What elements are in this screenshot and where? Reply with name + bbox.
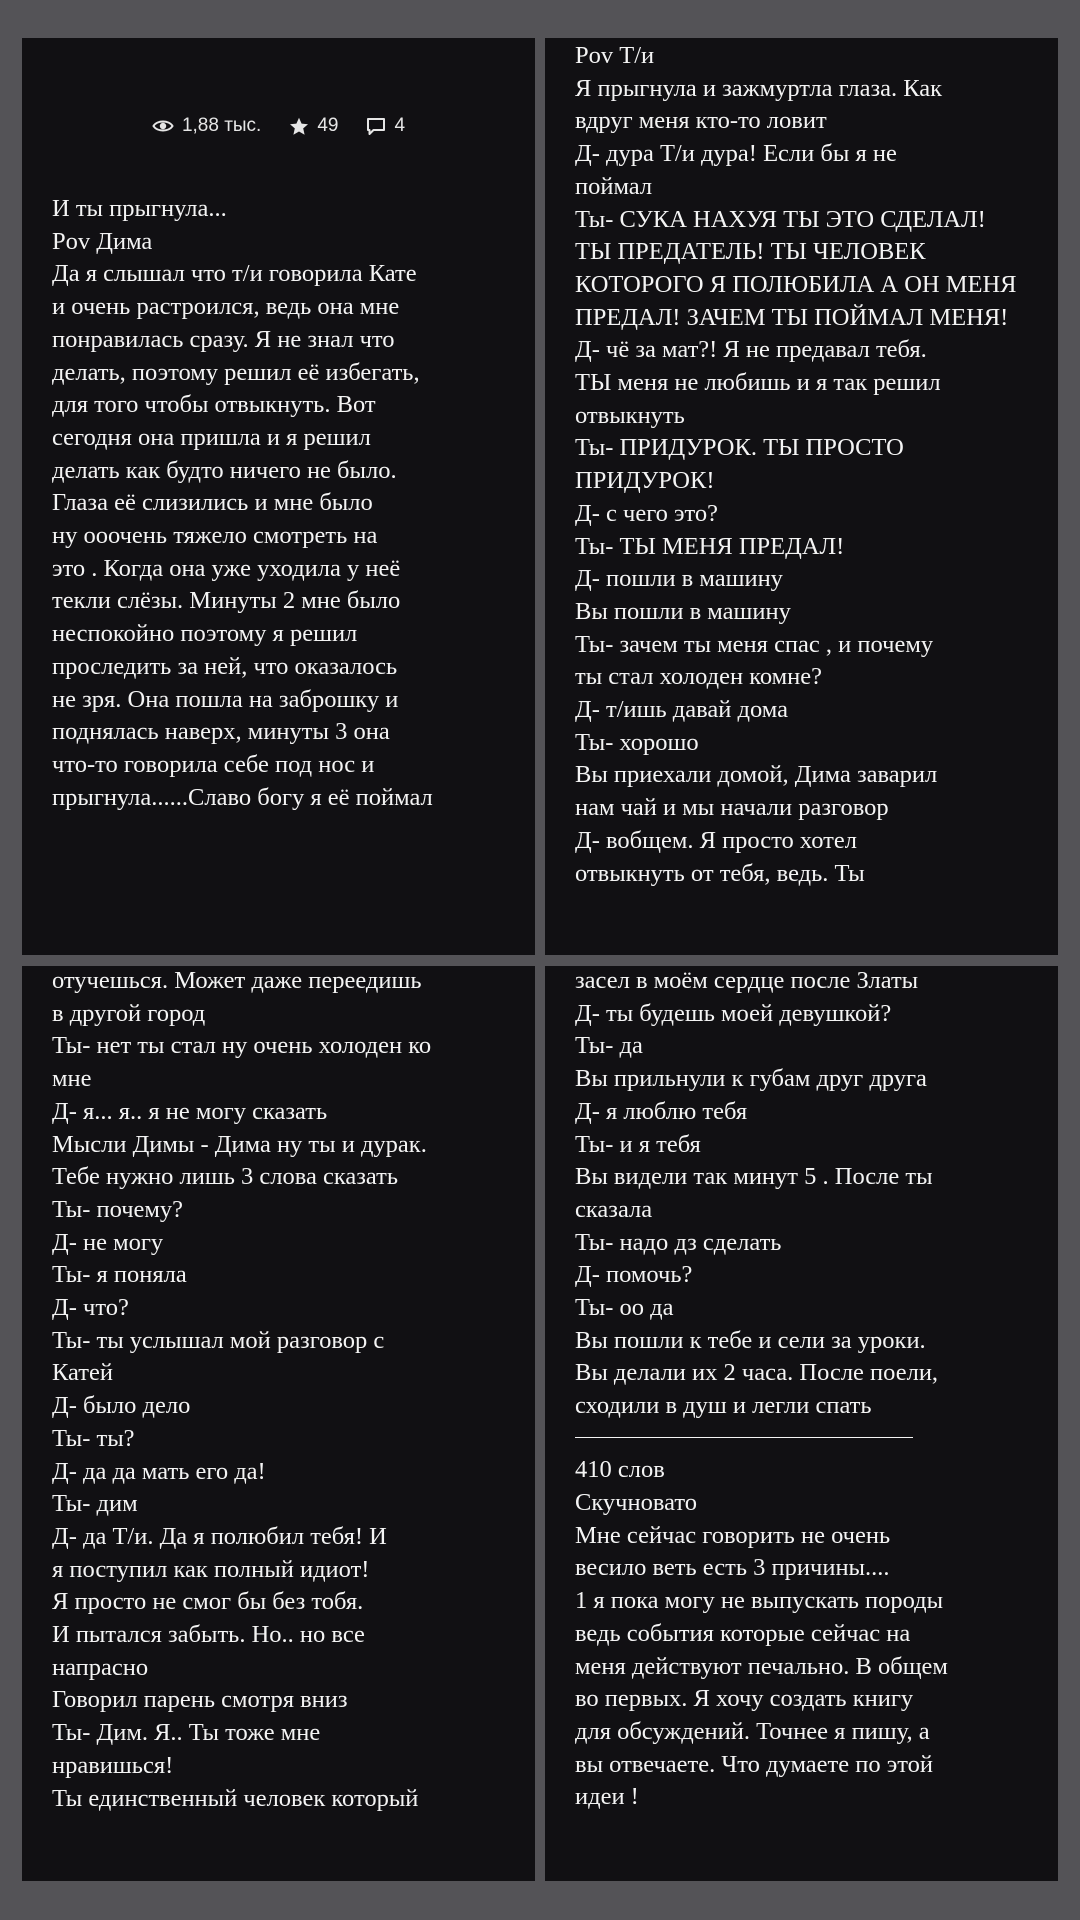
text-line: Скучновато [575,1489,697,1517]
text-line: Ты- я поняла [52,1261,187,1289]
text-line: Я просто не смог бы без тобя. [52,1588,364,1616]
text-line: Д- да да мать его да! [52,1457,266,1485]
text-line: Ты- ты? [52,1424,135,1452]
text-line: Ты единственный человек который [52,1784,419,1812]
text-line: Pov Дима [52,227,153,255]
text-line: ТЫ меня не любишь и я так решил [575,369,941,397]
text-line: Д- я... я.. я не могу сказать [52,1097,328,1125]
text-line: Д- ты будешь моей девушкой? [575,999,892,1027]
text-line: поднялась наверх, минуты 3 она [52,718,390,746]
text-line: Ты- и я тебя [575,1130,701,1158]
text-line: 1 я пока могу не выпускать породы [575,1587,944,1615]
text-line: Д- что? [52,1294,129,1322]
text-line: поймал [575,172,653,200]
text-line: Д- помочь? [575,1261,693,1289]
text-line: И ты прыгнула... [52,195,227,222]
text-line: текли слёзы. Минуты 2 мне было [52,587,401,615]
text-line: Ты- СУКА НАХУЯ ТЫ ЭТО СДЕЛАЛ! [575,205,986,233]
text-line: нам чай и мы начали разговор [575,794,889,822]
text-line: Ты- ПРИДУРОК. ТЫ ПРОСТО [575,434,904,462]
text-line: отучешься. Может даже переедишь [52,967,422,994]
text-line: нравишься! [52,1751,174,1779]
text-line: делать, поэтому решил её избегать, [52,358,420,386]
views-stat [152,115,261,137]
text-line: мне [52,1065,92,1093]
text-line: это . Когда она уже уходила у неё [52,554,401,582]
text-line: засел в моём сердце после Златы [575,967,919,994]
word-count: 410 слов [575,1456,665,1484]
text-line: сегодня она пришла и я решил [52,423,371,451]
text-line: сходили в душ и легли спать [575,1392,872,1420]
story-text-4 [575,966,1046,1814]
text-line: Глаза её слизились и мне было [52,489,373,517]
text-line: идеи ! [575,1783,639,1811]
text-line: Ты- да [575,1032,643,1060]
text-line: понравилась сразу. Я не знал что [52,325,395,353]
text-line: Д- да Т/и. Да я полюбил тебя! И [52,1522,387,1550]
text-line: Ты- ТЫ МЕНЯ ПРЕДАЛ! [575,532,845,560]
text-line: Ты- зачем ты меня спас , и почему [575,630,934,658]
text-line: ТЫ ПРЕДАТЕЛЬ! ТЫ ЧЕЛОВЕК [575,238,926,266]
text-line: Катей [52,1359,113,1387]
rating-stat [289,115,338,137]
text-line: Ты- Дим. Я.. Ты тоже мне [52,1719,321,1747]
text-line: Д- дура Т/и дура! Если бы я не [575,140,897,168]
text-line: весило веть есть 3 причины.... [575,1554,890,1582]
text-line: проследить за ней, что оказалось [52,652,398,680]
eye-icon [152,118,174,134]
text-line: Я прыгнула и зажмуртла глаза. Как [575,74,943,102]
text-line: Ты- нет ты стал ну очень холоден ко [52,1032,432,1060]
text-line: Д- вобщем. Я просто хотел [575,826,857,854]
story-page-1 [22,38,535,955]
text-line: во первых. Я хочу создать книгу [575,1685,914,1713]
text-line: Вы прильнули к губам друг друга [575,1065,927,1093]
text-line: Pov Т/и [575,42,655,69]
text-line: что-то говорила себе под нос и [52,750,375,778]
views-count: 1,88 тыс. [181,115,262,136]
text-line: сказала [575,1195,653,1223]
text-line: Вы приехали домой, Дима заварил [575,761,938,789]
comments-count: 4 [394,115,406,136]
text-line: Д- пошли в машину [575,565,783,593]
text-line: Вы пошли к тебе и сели за уроки. [575,1326,926,1354]
text-line: меня действуют печально. В общем [575,1652,948,1680]
story-page-3 [22,966,535,1881]
text-line: Ты- почему? [52,1195,184,1223]
text-line: Д- я люблю тебя [575,1097,748,1125]
text-line: напрасно [52,1653,149,1681]
text-line: я поступил как полный идиот! [52,1555,370,1583]
text-line: Ты- хорошо [575,728,699,756]
text-line: неспокойно поэтому я решил [52,620,358,648]
comments-stat [366,115,405,137]
text-line: для того чтобы отвыкнуть. Вот [52,391,376,419]
text-line: Ты- дим [52,1490,138,1518]
text-line: ведь события которые сейчас на [575,1619,911,1647]
story-text-2 [575,40,1046,890]
text-line: ПРЕДАЛ! ЗАЧЕМ ТЫ ПОЙМАЛ МЕНЯ! [575,303,1009,331]
text-line: Вы пошли в машину [575,597,791,625]
text-line: отвыкнуть от тебя, ведь. Ты [575,859,865,887]
text-line: для обсуждений. Точнее я пишу, а [575,1717,930,1745]
rating-count: 49 [317,115,339,136]
text-line: отвыкнуть [575,401,685,429]
text-line: Да я слышал что т/и говорила Кате [52,260,417,288]
text-line: Мне сейчас говорить не очень [575,1521,891,1549]
text-line: Д- с чего это? [575,499,719,527]
text-line: И пытался забыть. Но.. но все [52,1621,365,1649]
text-line: Ты- ты услышал мой разговор с [52,1326,385,1354]
story-text-3 [52,966,523,1815]
text-line: и очень растроился, ведь она мне [52,293,400,321]
text-line: вдруг меня кто-то ловит [575,107,827,135]
text-line: Вы делали их 2 часа. После поели, [575,1359,939,1387]
text-line: Мысли Димы - Дима ну ты и дурак. [52,1130,427,1158]
text-line: Д- не могу [52,1228,164,1256]
text-line: Ты- надо дз сделать [575,1228,782,1256]
story-stats [22,115,535,137]
text-line: Ты- оо да [575,1294,674,1322]
text-line: КОТОРОГО Я ПОЛЮБИЛА А ОН МЕНЯ [575,270,1017,298]
text-line: Тебе нужно лишь 3 слова сказать [52,1163,399,1191]
text-line: делать как будто ничего не было. [52,456,397,484]
text-line: Д- было дело [52,1392,191,1420]
text-line: прыгнула......Славо богу я её поймал [52,783,433,811]
text-line: Д- чё за мат?! Я не предавал тебя. [575,336,927,364]
star-icon [289,117,309,136]
story-text-1 [52,193,523,814]
text-line: в другой город [52,999,206,1027]
text-line: вы отвечаете. Что думаете по этой [575,1750,933,1778]
text-line: ПРИДУРОК! [575,467,715,495]
text-line: Говорил парень смотря вниз [52,1686,348,1714]
story-page-4 [545,966,1058,1881]
text-line: Вы видели так минут 5 . После ты [575,1163,933,1191]
text-line: ты стал холоден комне? [575,663,823,691]
comment-icon [366,117,386,136]
text-line: не зря. Она пошла на заброшку и [52,685,399,713]
text-line: Д- т/ишь давай дома [575,696,788,724]
story-page-2 [545,38,1058,955]
divider-line [575,1437,913,1439]
text-line: ну ооочень тяжело смотреть на [52,522,378,550]
